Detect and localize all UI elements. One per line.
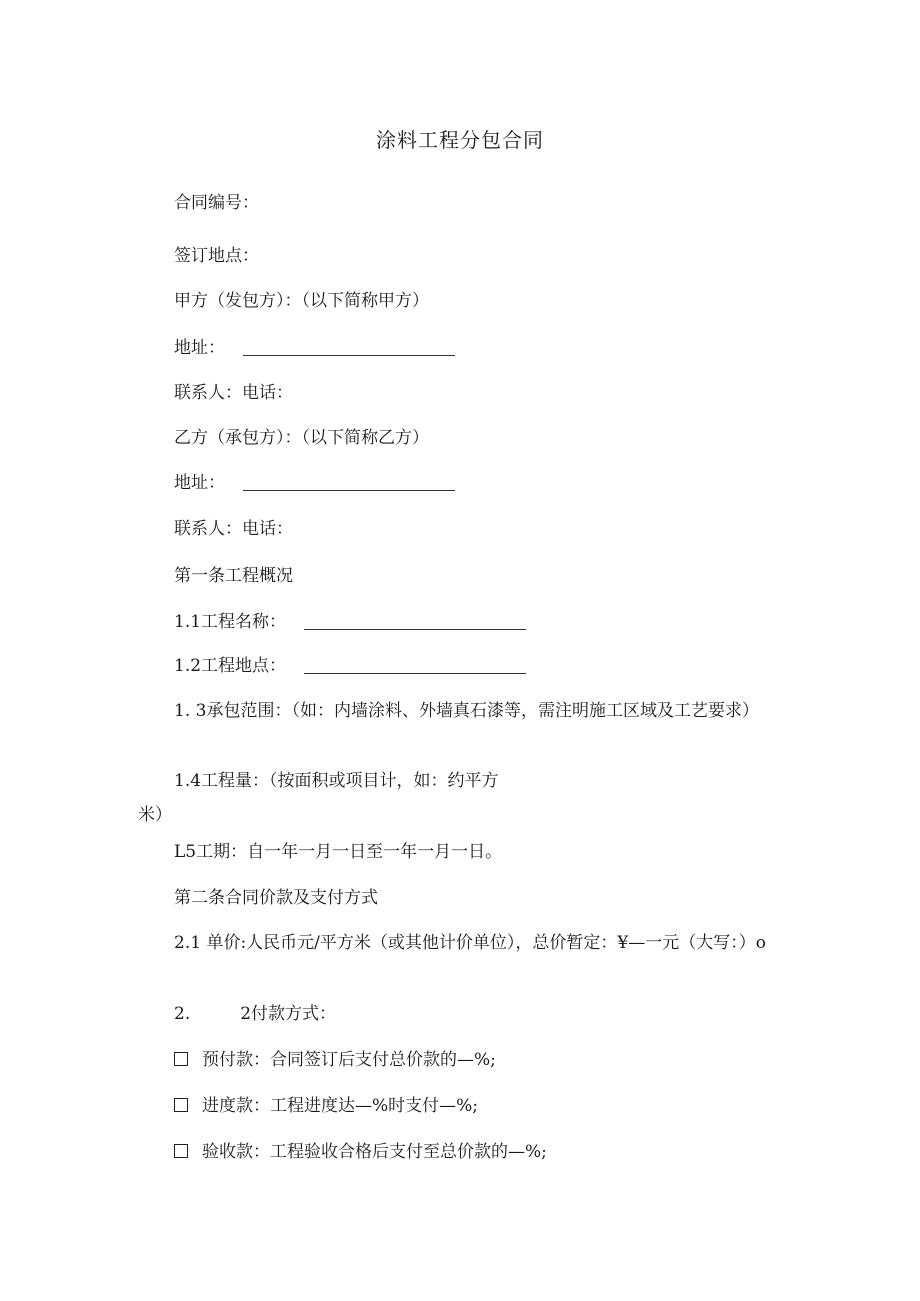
checkbox-icon[interactable] — [174, 1052, 188, 1066]
payment-option-progress — [174, 1094, 478, 1118]
party-b-contact: 联系人：电话： — [174, 519, 293, 539]
project-location-blank-line — [304, 659, 526, 674]
party-a-field: 甲方（发包方）：（以下简称甲方） — [174, 291, 429, 311]
checkbox-icon[interactable] — [174, 1098, 188, 1112]
payment-method-heading — [174, 1002, 336, 1026]
payment-option-acceptance — [174, 1140, 547, 1164]
unit-price-clause: 2.1 单价:人民币元/平方米（或其他计价单位），总价暂定：¥—一元（大写：）o — [174, 933, 766, 953]
quantity-clause: 1.4工程量：（按面积或项目计，如：约平方米） — [138, 771, 499, 825]
party-a-contact: 联系人：电话： — [174, 383, 293, 403]
contract-number-field: 合同编号： — [174, 193, 259, 213]
project-name-field — [174, 610, 526, 634]
payment-option-label: 进度款：工程进度达—%时支付—%; — [202, 1096, 479, 1116]
checkbox-icon[interactable] — [174, 1144, 188, 1158]
payment-label: 2付款方式： — [240, 1004, 337, 1024]
party-b-address — [174, 471, 455, 495]
scope-clause: 1. 3承包范围：（如：内墙涂料、外墙真石漆等，需注明施工区域及工艺要求） — [174, 701, 759, 721]
project-name-label: 1.1工程名称： — [174, 612, 287, 632]
address-label: 地址： — [174, 338, 225, 358]
payment-number: 2. — [174, 1004, 191, 1024]
duration-clause: L5工期：自一年一月一日至一年一月一日。 — [174, 842, 503, 862]
sign-place-field: 签订地点： — [174, 246, 259, 266]
article-2-heading: 第二条合同价款及支付方式 — [174, 888, 378, 908]
project-name-blank-line — [304, 615, 526, 630]
party-b-field: 乙方（承包方）：（以下简称乙方） — [174, 428, 429, 448]
project-location-label: 1.2工程地点： — [174, 656, 287, 676]
address-blank-line — [243, 341, 455, 356]
party-a-address — [174, 336, 455, 360]
address-label: 地址： — [174, 473, 225, 493]
payment-option-prepay — [174, 1048, 496, 1072]
article-1-heading: 第一条工程概况 — [174, 566, 293, 586]
payment-option-label: 预付款：合同签订后支付总价款的—%; — [202, 1050, 496, 1070]
address-blank-line — [243, 476, 455, 491]
payment-option-label: 验收款：工程验收合格后支付至总价款的—%; — [202, 1142, 547, 1162]
project-location-field — [174, 654, 526, 678]
document-title: 涂料工程分包合同 — [376, 128, 544, 152]
